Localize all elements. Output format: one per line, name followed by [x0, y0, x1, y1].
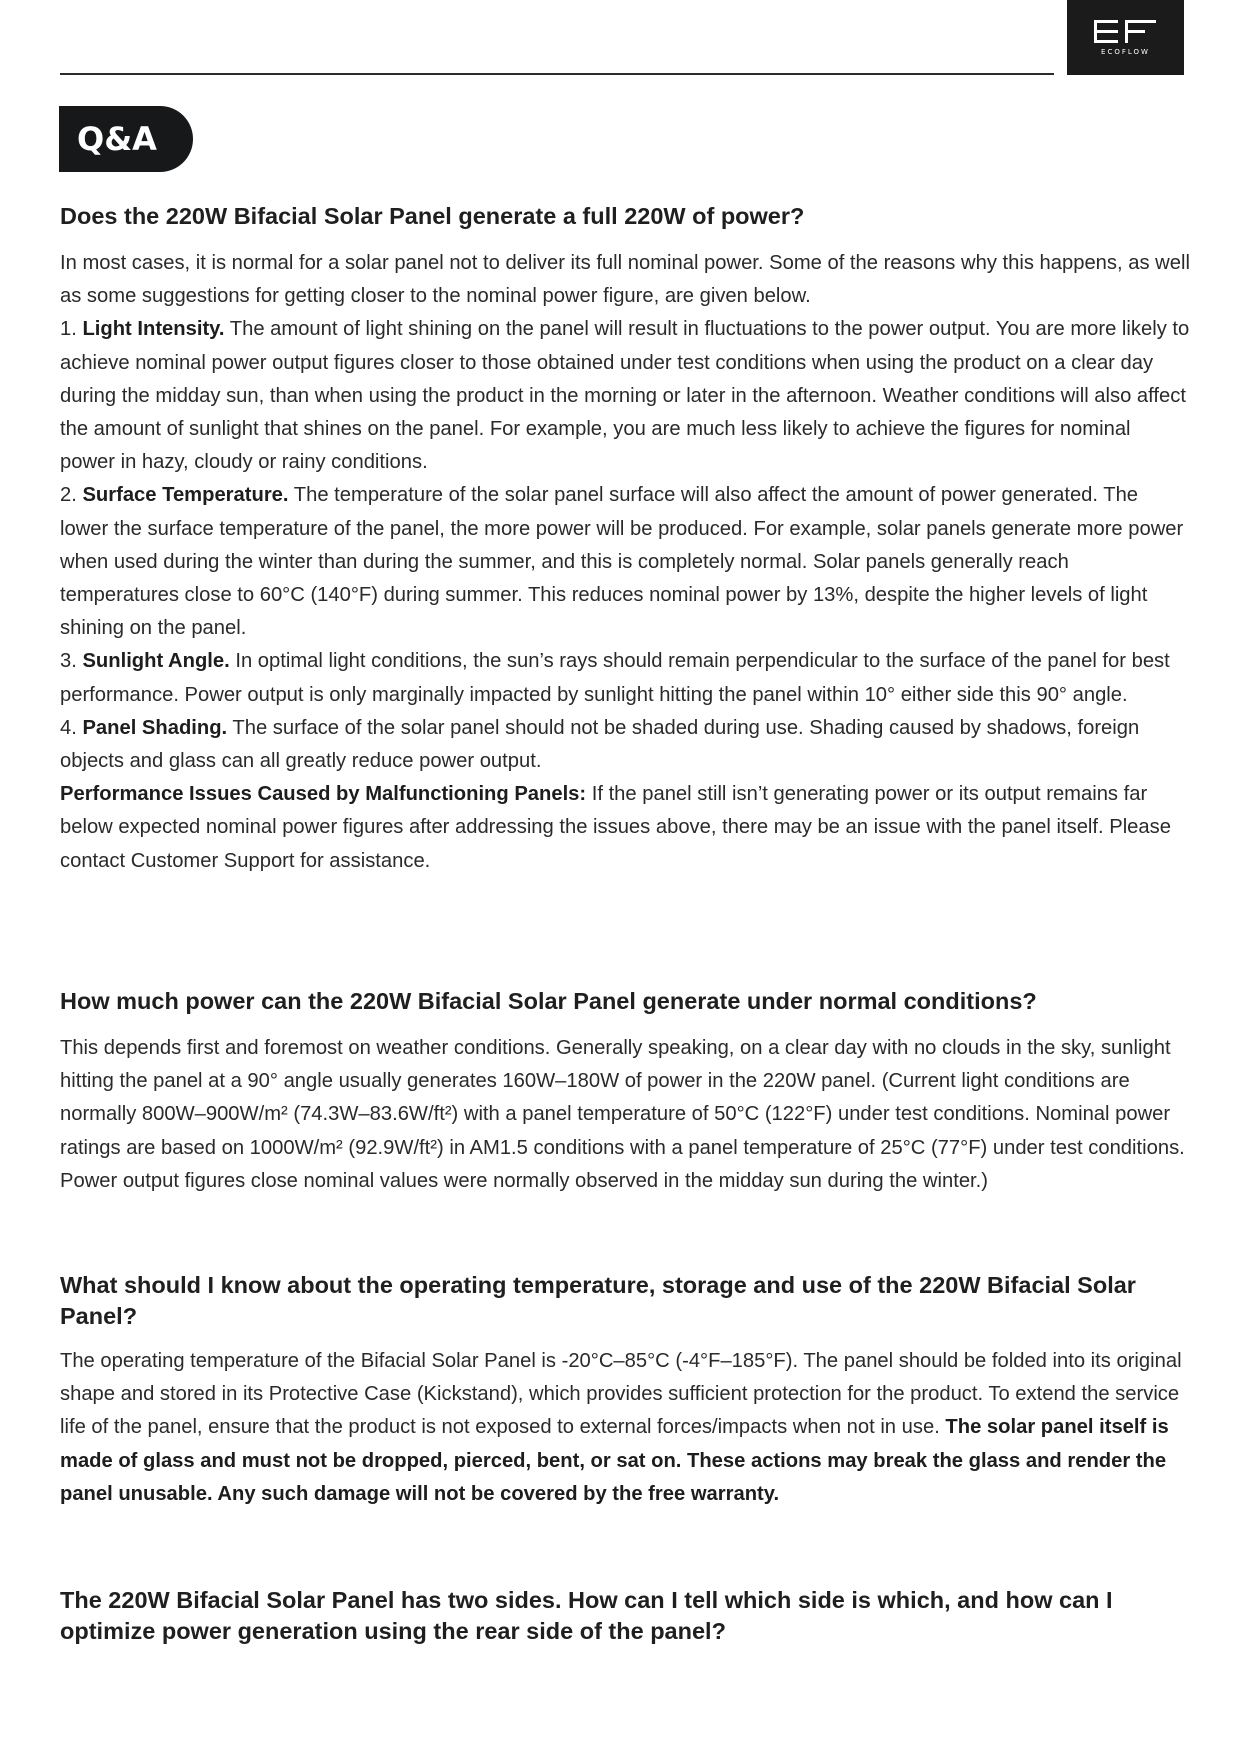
item-title: Light Intensity. — [82, 318, 225, 341]
item-title: Sunlight Angle. — [82, 650, 230, 673]
list-item: 2. Surface Temperature. The temperature of the solar panel surface will also affect the amount of power generated. The lower the surface temperature of the panel, the more power will be produced. For example, solar panels generate more power when used during the winter than during the summer, and this is completely normal. Solar panels generally reach temperatures close to 60°C (140°F) during summer. This reduces nominal power by 13%, despite the higher levels of light shining on the panel. — [60, 484, 1184, 640]
warning-text: The solar panel itself is made of glass and must not be dropped, pierced, bent, or sat on. These actions may break the glass and render the panel unusable. Any such damage will not be covered by the free warranty. — [60, 1416, 1169, 1505]
qa-section-badge: Q&A — [59, 106, 193, 172]
question-4: The 220W Bifacial Solar Panel has two sides. How can I tell which side is which, and how can I optimize power generation using the rear side of the panel? — [60, 1587, 1113, 1644]
list-item: 4. Panel Shading. The surface of the solar panel should not be shaded during use. Shading caused by shadows, foreign objects and glass can all greatly reduce power output. — [60, 716, 1140, 773]
question-2: How much power can the 220W Bifacial Solar Panel generate under normal conditions? — [60, 988, 1037, 1014]
ecoflow-logo-icon — [1094, 20, 1156, 44]
brand-wordmark: ECOFLOW — [1101, 48, 1150, 56]
answer-3: The operating temperature of the Bifacial Solar Panel is -20°C–85°C (-4°F–185°F). The panel should be folded into its original shape and stored in its Protective Case (Kickstand), which provides sufficient protection for the product. To extend the service life of the panel, ensure that the product is not exposed to external forces/impacts when not in use. The solar panel itself is made of glass and must not be dropped, pierced, bent, or sat on. These actions may break the glass and render the panel unusable. Any such damage will not be covered by the free warranty. — [60, 1350, 1182, 1505]
answer-1 — [60, 247, 1190, 878]
malfunction-note: Performance Issues Caused by Malfunctioning Panels: If the panel still isn’t generating power or its output remains far below expected nominal power figures after addressing the issues above, there may be an issue with the panel itself. Please contact Customer Support for assistance. — [60, 783, 1171, 872]
list-item: 1. Light Intensity. The amount of light shining on the panel will result in fluctuations to the power output. You are more likely to achieve nominal power output figures closer to those obtained under test conditions when using the product on a clear day during the midday sun, than when using the product in the morning or later in the afternoon. Weather conditions will also affect the amount of sunlight that shines on the panel. For example, you are much less likely to achieve the figures for nominal power in hazy, cloudy or rainy conditions. — [60, 318, 1190, 474]
list-item: 3. Sunlight Angle. In optimal light conditions, the sun’s rays should remain perpendicular to the surface of the panel for best performance. Power output is only marginally impacted by sunlight hitting the panel within 10° either side this 90° angle. — [60, 650, 1170, 706]
item-title: Panel Shading. — [82, 716, 228, 739]
header-rule — [60, 73, 1054, 75]
question-1: Does the 220W Bifacial Solar Panel generate a full 220W of power? — [60, 203, 805, 229]
answer-2: This depends first and foremost on weather conditions. Generally speaking, on a clear day with no clouds in the sky, sunlight hitting the panel at a 90° angle usually generates 160W–180W of power in the 220W panel. (Current light conditions are normally 800W–900W/m² (74.3W–83.6W/ft²) with a panel temperature of 50°C (122°F) under test conditions. Nominal power ratings are based on 1000W/m² (92.9W/ft²) in AM1.5 conditions with a panel temperature of 25°C (77°F) under test conditions. Power output figures close nominal values were normally observed in the midday sun during the winter.) — [60, 1037, 1185, 1192]
question-3: What should I know about the operating temperature, storage and use of the 220W Bifacial Solar Panel? — [60, 1272, 1136, 1329]
answer-1-intro: In most cases, it is normal for a solar panel not to deliver its full nominal power. Some of the reasons why this happens, as well as some suggestions for getting closer to the nominal power figure, are given below. — [60, 252, 1190, 308]
ecoflow-logo — [1067, 0, 1184, 75]
malfunction-title: Performance Issues Caused by Malfunctioning Panels: — [60, 783, 587, 806]
item-title: Surface Temperature. — [82, 484, 289, 507]
